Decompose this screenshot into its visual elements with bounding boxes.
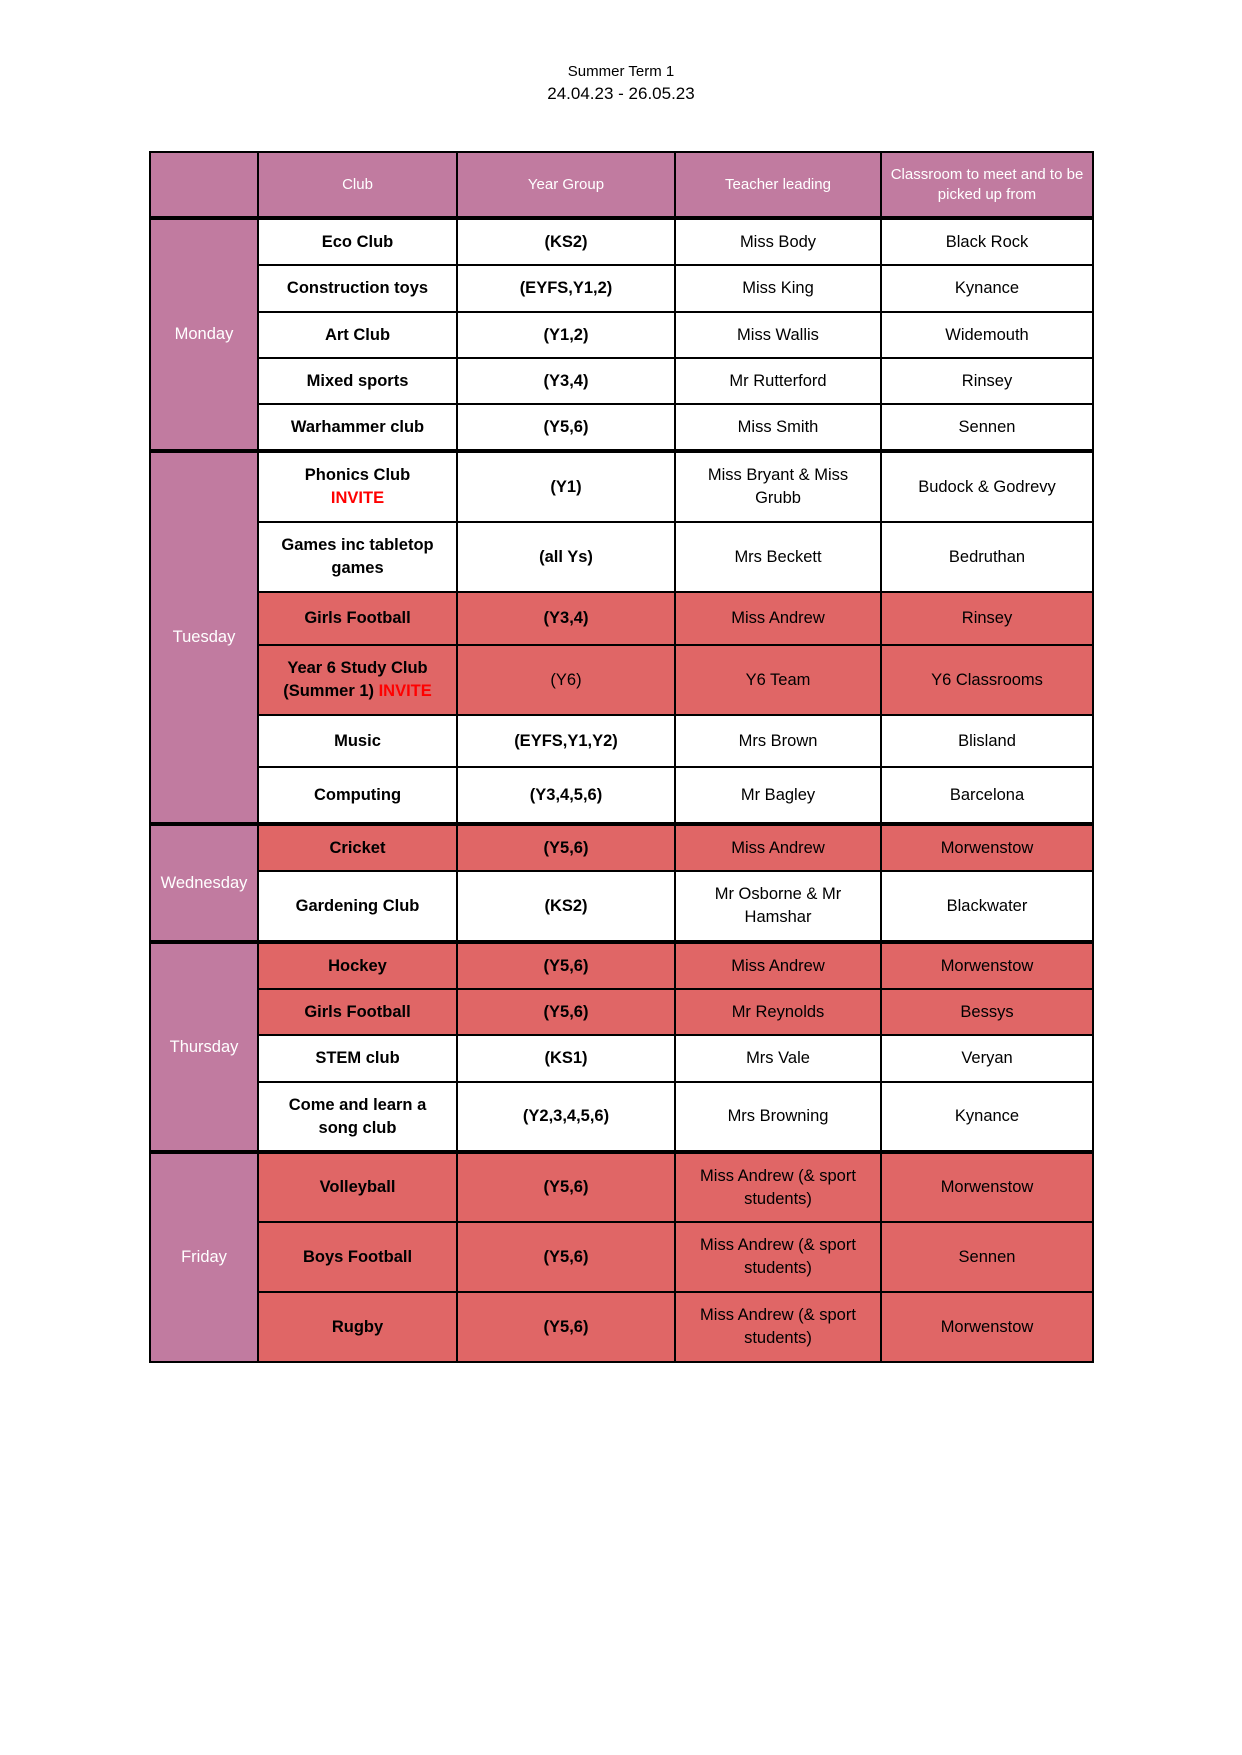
teacher-cell: Mr Osborne & Mr Hamshar — [675, 871, 881, 942]
year-group-cell: (Y5,6) — [457, 404, 675, 451]
club-name: Boys Football — [302, 1247, 413, 1266]
teacher-cell: Mrs Beckett — [675, 522, 881, 592]
classroom-cell: Black Rock — [881, 218, 1093, 265]
classroom-cell: Blisland — [881, 715, 1093, 767]
teacher-cell: Miss King — [675, 265, 881, 312]
classroom-cell: Rinsey — [881, 358, 1093, 404]
invite-label: INVITE — [330, 489, 385, 507]
club-cell — [258, 1035, 457, 1082]
year-group-cell: (Y5,6) — [457, 1222, 675, 1292]
year-group-cell: (Y2,3,4,5,6) — [457, 1082, 675, 1152]
teacher-cell: Mr Reynolds — [675, 989, 881, 1035]
club-name: Year 6 Study Club (Summer 1) — [283, 659, 428, 700]
classroom-cell: Morwenstow — [881, 942, 1093, 989]
club-cell — [258, 645, 457, 715]
year-group-cell: (Y5,6) — [457, 824, 675, 871]
table-row — [150, 1035, 1093, 1082]
year-group-cell: (Y3,4) — [457, 358, 675, 404]
table-row — [150, 715, 1093, 767]
term-dates: 24.04.23 - 26.05.23 — [547, 84, 695, 103]
day-label: Monday — [150, 218, 258, 451]
club-name: Games inc tabletop games — [281, 536, 434, 577]
teacher-cell: Miss Smith — [675, 404, 881, 451]
club-cell — [258, 218, 457, 265]
table-row — [150, 358, 1093, 404]
classroom-cell: Morwenstow — [881, 824, 1093, 871]
clubs-table — [149, 151, 1094, 1363]
year-group-cell: (EYFS,Y1,Y2) — [457, 715, 675, 767]
table-row — [150, 522, 1093, 592]
teacher-cell: Miss Bryant & Miss Grubb — [675, 451, 881, 522]
club-name: Phonics Club — [304, 466, 411, 484]
classroom-cell: Barcelona — [881, 767, 1093, 824]
club-cell — [258, 1152, 457, 1222]
table-row — [150, 645, 1093, 715]
club-cell — [258, 592, 457, 645]
classroom-cell: Sennen — [881, 1222, 1093, 1292]
club-name: Volleyball — [319, 1178, 396, 1196]
club-cell — [258, 265, 457, 312]
club-cell — [258, 942, 457, 989]
club-cell — [258, 1292, 457, 1362]
club-cell — [258, 1222, 457, 1292]
year-group-cell: (KS1) — [457, 1035, 675, 1082]
club-cell — [258, 715, 457, 767]
club-cell — [258, 871, 457, 942]
teacher-cell: Miss Andrew — [675, 592, 881, 645]
year-group-cell: (Y5,6) — [457, 942, 675, 989]
classroom-cell: Morwenstow — [881, 1152, 1093, 1222]
table-row — [150, 942, 1093, 989]
day-label: Friday — [150, 1152, 258, 1362]
club-name: Computing — [313, 785, 402, 804]
table-row — [150, 767, 1093, 824]
club-name: Mixed sports — [306, 371, 409, 390]
header-year-group: Year Group — [457, 152, 675, 218]
classroom-cell: Kynance — [881, 265, 1093, 312]
club-cell — [258, 358, 457, 404]
header-classroom: Classroom to meet and to be picked up from — [881, 152, 1093, 218]
club-name: Music — [334, 731, 381, 750]
club-name: Cricket — [329, 838, 386, 857]
table-row — [150, 265, 1093, 312]
teacher-cell: Y6 Team — [675, 645, 881, 715]
year-group-cell: (Y3,4) — [457, 592, 675, 645]
table-row — [150, 1222, 1093, 1292]
table-row — [150, 871, 1093, 942]
year-group-cell: (Y5,6) — [457, 1152, 675, 1222]
year-group-cell: (Y3,4,5,6) — [457, 767, 675, 824]
club-cell — [258, 1082, 457, 1152]
teacher-cell: Miss Body — [675, 218, 881, 265]
club-cell — [258, 767, 457, 824]
classroom-cell: Y6 Classrooms — [881, 645, 1093, 715]
header-day — [150, 152, 258, 218]
club-name: Gardening Club — [295, 896, 420, 915]
classroom-cell: Blackwater — [881, 871, 1093, 942]
year-group-cell: (Y5,6) — [457, 989, 675, 1035]
year-group-cell: (KS2) — [457, 871, 675, 942]
table-row — [150, 312, 1093, 358]
year-group-cell: (Y5,6) — [457, 1292, 675, 1362]
teacher-cell: Miss Andrew — [675, 942, 881, 989]
teacher-cell: Miss Andrew (& sport students) — [675, 1292, 881, 1362]
club-name: Construction toys — [286, 279, 429, 297]
table-body — [150, 218, 1093, 1362]
club-name: Eco Club — [321, 232, 394, 251]
teacher-cell: Mr Bagley — [675, 767, 881, 824]
club-cell — [258, 312, 457, 358]
year-group-cell: (Y1,2) — [457, 312, 675, 358]
club-cell — [258, 522, 457, 592]
table-row — [150, 1292, 1093, 1362]
teacher-cell: Mr Rutterford — [675, 358, 881, 404]
club-name: Warhammer club — [290, 417, 425, 436]
teacher-cell: Miss Andrew — [675, 824, 881, 871]
teacher-cell: Mrs Vale — [675, 1035, 881, 1082]
classroom-cell: Sennen — [881, 404, 1093, 451]
classroom-cell: Kynance — [881, 1082, 1093, 1152]
club-name: Girls Football — [304, 609, 411, 627]
table-row — [150, 404, 1093, 451]
classroom-cell: Rinsey — [881, 592, 1093, 645]
classroom-cell: Widemouth — [881, 312, 1093, 358]
club-cell — [258, 824, 457, 871]
teacher-cell: Miss Andrew (& sport students) — [675, 1222, 881, 1292]
club-name: Hockey — [328, 956, 387, 975]
club-cell — [258, 404, 457, 451]
year-group-cell: (Y6) — [457, 645, 675, 715]
club-name: Rugby — [331, 1317, 384, 1336]
term-title: Summer Term 1 — [567, 63, 675, 80]
classroom-cell: Morwenstow — [881, 1292, 1093, 1362]
header-row — [150, 152, 1093, 218]
club-name: Girls Football — [304, 1002, 411, 1021]
classroom-cell: Budock & Godrevy — [881, 451, 1093, 522]
classroom-cell: Bedruthan — [881, 522, 1093, 592]
invite-label: INVITE — [378, 682, 432, 700]
club-name: Come and learn a song club — [288, 1095, 427, 1137]
teacher-cell: Mrs Brown — [675, 715, 881, 767]
teacher-cell: Miss Andrew (& sport students) — [675, 1152, 881, 1222]
club-cell — [258, 989, 457, 1035]
day-label: Thursday — [150, 942, 258, 1152]
year-group-cell: (Y1) — [457, 451, 675, 522]
classroom-cell: Bessys — [881, 989, 1093, 1035]
table-row — [150, 1082, 1093, 1152]
classroom-cell: Veryan — [881, 1035, 1093, 1082]
year-group-cell: (all Ys) — [457, 522, 675, 592]
table-row — [150, 824, 1093, 871]
day-label: Tuesday — [150, 451, 258, 824]
day-label: Wednesday — [150, 824, 258, 942]
table-row — [150, 592, 1093, 645]
year-group-cell: (EYFS,Y1,2) — [457, 265, 675, 312]
header-teacher: Teacher leading — [675, 152, 881, 218]
header-club: Club — [258, 152, 457, 218]
club-name: STEM club — [315, 1049, 400, 1067]
table-row — [150, 218, 1093, 265]
table-row — [150, 451, 1093, 522]
club-cell — [258, 451, 457, 522]
club-name: Art Club — [324, 325, 391, 344]
table-row — [150, 989, 1093, 1035]
year-group-cell: (KS2) — [457, 218, 675, 265]
teacher-cell: Mrs Browning — [675, 1082, 881, 1152]
table-row — [150, 1152, 1093, 1222]
teacher-cell: Miss Wallis — [675, 312, 881, 358]
